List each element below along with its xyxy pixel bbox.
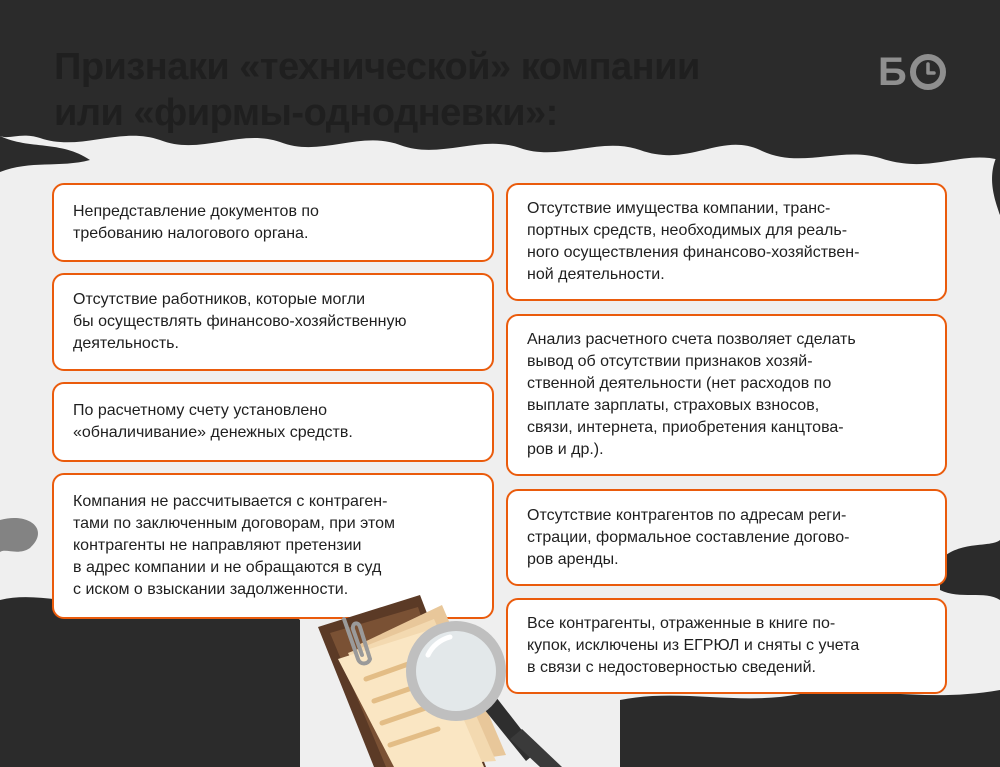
card-line: ного осуществления финансово-хозяйствен- <box>527 244 860 261</box>
card-line: с иском о взыскании задолженности. <box>73 581 349 598</box>
card-text <box>73 400 353 444</box>
card-text <box>527 505 849 571</box>
card-line: ной деятельности. <box>527 266 665 283</box>
title-line-2: или «фирмы-однодневки»: <box>54 92 558 134</box>
card-left-1 <box>52 183 494 262</box>
card-line: Непредставление документов по <box>73 202 319 220</box>
card-right-3 <box>506 489 947 586</box>
card-left-2 <box>52 273 494 371</box>
page-title <box>54 44 774 136</box>
clock-o-icon <box>909 53 947 91</box>
card-line: требованию налогового органа. <box>73 224 309 242</box>
card-line: ственной деятельности (нет расходов по <box>527 375 832 392</box>
card-line: купок, исключены из ЕГРЮЛ и сняты с учета <box>527 637 860 654</box>
card-right-2 <box>506 314 947 476</box>
card-line: «обналичивание» денежных средств. <box>73 424 353 441</box>
card-line: связи, интернета, приобретения канцтова- <box>527 419 844 436</box>
card-text <box>527 198 859 286</box>
card-line: Отсутствие имущества компании, транс- <box>527 200 831 217</box>
card-text <box>73 289 406 355</box>
card-line: ров и др.). <box>527 441 604 458</box>
card-line: вывод об отсутствии признаков хозяй- <box>527 353 813 370</box>
card-right-1 <box>506 183 947 301</box>
card-text <box>527 329 856 461</box>
logo <box>878 52 947 92</box>
card-line: страции, формальное составление догово- <box>527 528 850 546</box>
logo-letter: Б <box>878 50 907 94</box>
card-line: в адрес компании и не обращаются в суд <box>73 559 382 576</box>
card-line: Все контрагенты, отраженные в книге по- <box>527 615 836 632</box>
clipboard-magnifier-illustration <box>300 575 620 767</box>
card-line: Отсутствие контрагентов по адресам реги- <box>527 506 847 524</box>
card-line: Анализ расчетного счета позволяет сделать <box>527 331 856 348</box>
card-line: Компания не рассчитывается с контраген- <box>73 493 388 510</box>
card-line: По расчетному счету установлено <box>73 402 328 419</box>
card-text <box>73 201 319 245</box>
card-line: в связи с недостоверностью сведений. <box>527 659 816 676</box>
card-line: тами по заключенным договорам, при этом <box>73 515 396 532</box>
title-line-1: Признаки «технической» компании <box>54 46 700 88</box>
card-line: выплате зарплаты, страховых взносов, <box>527 397 820 414</box>
card-left-3 <box>52 382 494 462</box>
card-line: ров аренды. <box>527 550 619 568</box>
card-line: Отсутствие работников, которые могли <box>73 291 366 308</box>
card-line: деятельность. <box>73 335 179 352</box>
card-line: портных средств, необходимых для реаль- <box>527 222 848 239</box>
card-line: бы осуществлять финансово-хозяйственную <box>73 313 407 330</box>
card-line: контрагенты не направляют претензии <box>73 537 362 554</box>
